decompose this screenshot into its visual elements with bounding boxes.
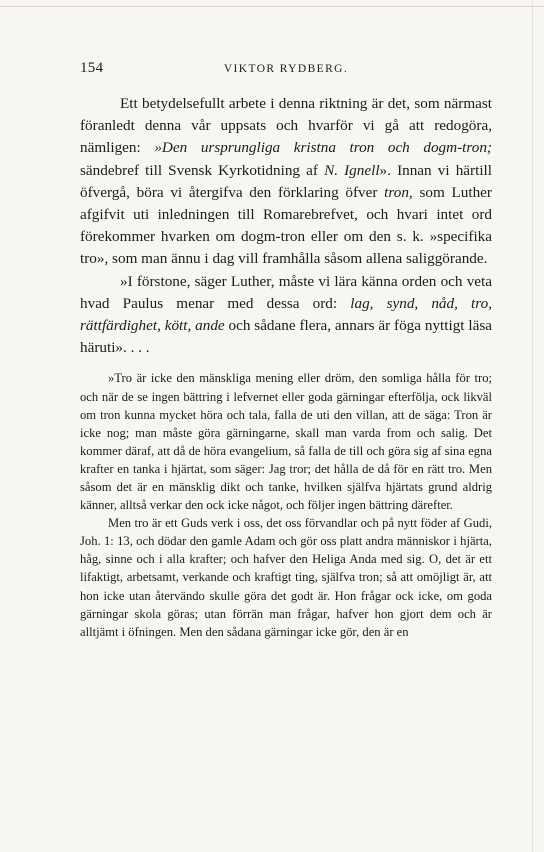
page-fold-line	[532, 0, 533, 852]
italic-text: tron,	[384, 183, 413, 201]
text-run: »I förstone, säger Luther, måste vi lära känna orden och veta hvad Paulus menar med dessa ord:	[80, 272, 492, 312]
italic-text: »Den ursprungliga kristna tron och dogm-tron;	[154, 139, 492, 157]
italic-text: lag, synd, nåd, tro, rättfärdighet, kött, ande	[80, 294, 493, 335]
text-run: Ett betydelsefullt arbete i denna riktning är det, som närmast föranledt denna vår uppsats och hvarför vi gå att redogöra, nämligen:	[80, 95, 492, 157]
paragraph-intro	[80, 93, 492, 271]
running-head: VIKTOR RYDBERG.	[223, 63, 349, 75]
text-run: sändebref till Svensk Kyrkotidning af	[80, 161, 325, 179]
text-run: ». Innan vi härtill öfvergå, böra vi återgifva den förklaring öfver	[80, 161, 492, 201]
body-text	[80, 93, 492, 641]
italic-text: N. Ignell	[324, 161, 380, 179]
page-number: 154	[80, 60, 104, 76]
text-run: och sådane flera, annars är föga nyttigt läsa häruti». . . .	[80, 317, 492, 357]
page-edge-line	[0, 6, 544, 7]
text-run: som Luther afgifvit uti inledningen till Romarebrefvet, och hvari intet ord förekommer hvarken om dogm-tron eller om den s. k. »specifika tro», som man ännu i dag vill framhålla såsom allena saliggörande.	[80, 183, 492, 268]
paragraph-luther-intro	[80, 271, 492, 360]
page-header	[80, 60, 492, 80]
luther-quote	[80, 369, 492, 640]
quote-paragraph: Men tro är ett Guds verk i oss, det oss förvandlar och på nytt föder af Gudi, Joh. 1: 13, och dödar den gamle Adam och gör oss platt andra människor i hjärta, håg, sinne och i alla krafter; och hafver den Heliga Anda med sig. O, det är ett lifaktigt, arbetsamt, verkande och kraftigt ting, själfva tron; så att omöjligt är, att hon icke utan återvändo skulle göra det godt är. Hon frågar ock icke, om goda gärningar skola göras; utan förrän man frågar, hafver hon gjort dem och är alltjämt i öfningen. Men den sådana gärningar icke gör, den är en	[80, 516, 492, 639]
quote-paragraph: »Tro är icke den mänskliga mening eller dröm, den somliga hålla för tro; och när de se ingen bättring i lefvernet eller goda gärningar efterfölja, ock likväl om tron kunna mycket höra och tala, falla de uti den villan, att de säga: Tron är icke nog; man måste göra gärningarne, skall man varda from och salig. Det kommer däraf, att då de höra evangelium, så falla de till och göra sig af sina egna krafter en tanka i hjärtat, som säger: Jag tror; det hålla de då för en rätt tro. Men såsom det är en mänsklig dikt och tanke, hvilken själfva hjärtats grund aldrig känner, alltså verkar den ock icke något, och följer ingen bättring därefter.	[80, 371, 492, 513]
